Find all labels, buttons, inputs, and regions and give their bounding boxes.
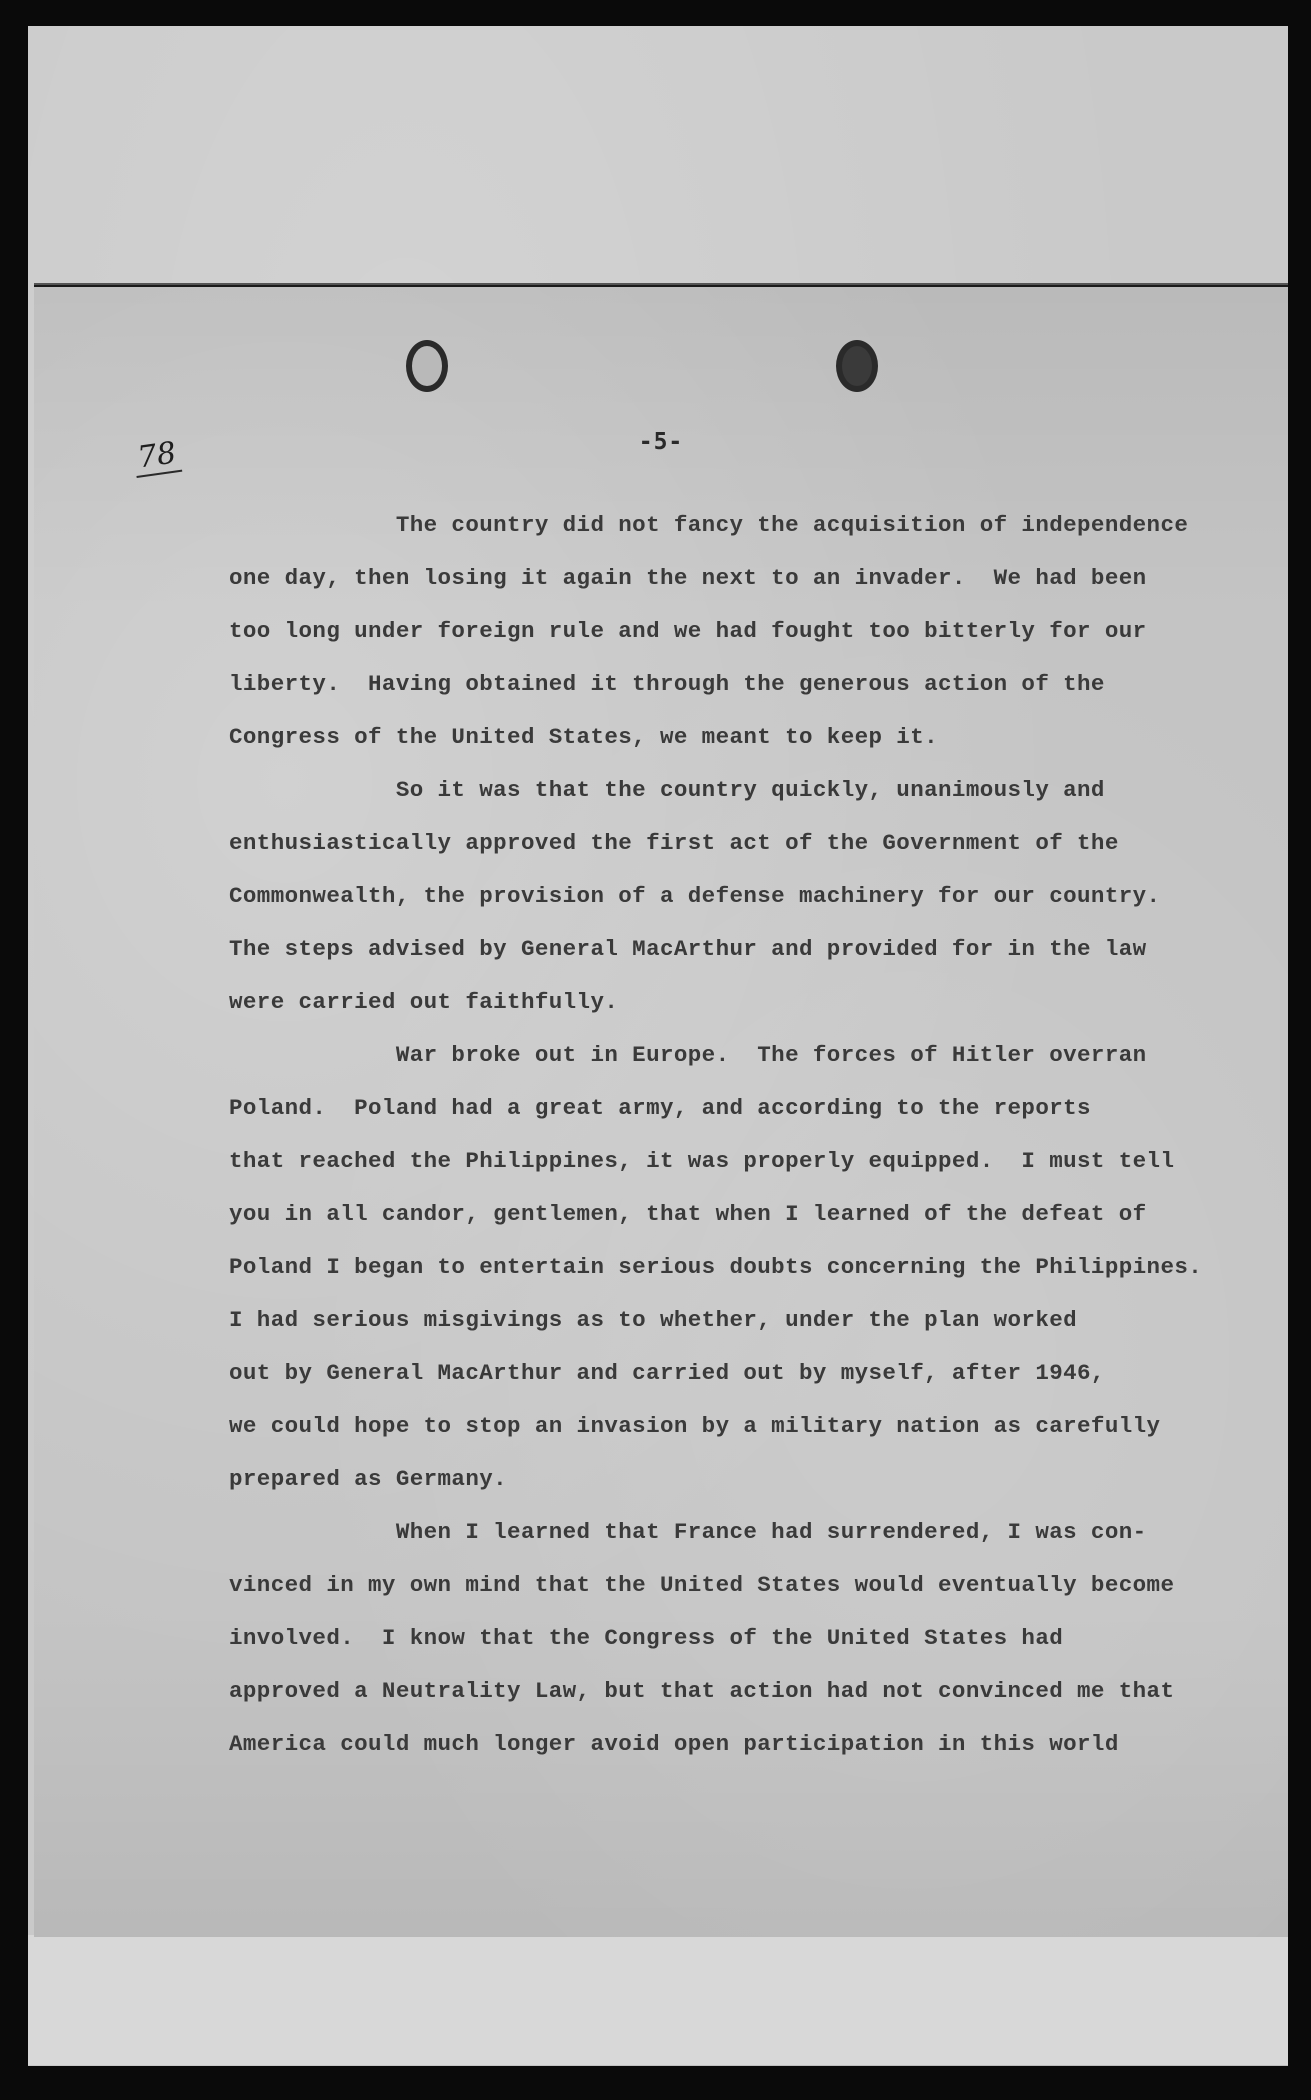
- text-line: The country did not fancy the acquisition of independence: [229, 512, 1189, 538]
- body-text: [229, 499, 1203, 1771]
- text-line: involved. I know that the Congress of the United States had: [229, 1625, 1064, 1651]
- text-line: Congress of the United States, we meant to keep it.: [229, 724, 939, 750]
- text-line: Poland. Poland had a great army, and according to the reports: [229, 1095, 1091, 1121]
- typed-page: [34, 285, 1288, 1937]
- text-line: America could much longer avoid open participation in this world: [229, 1731, 1119, 1757]
- text-line: that reached the Philippines, it was properly equipped. I must tell: [229, 1148, 1175, 1174]
- text-line: vinced in my own mind that the United States would eventually become: [229, 1572, 1175, 1598]
- text-line: we could hope to stop an invasion by a military nation as carefully: [229, 1413, 1161, 1439]
- text-line: one day, then losing it again the next to an invader. We had been: [229, 565, 1147, 591]
- text-line: When I learned that France had surrendered, I was con-: [229, 1519, 1147, 1545]
- text-line: liberty. Having obtained it through the generous action of the: [229, 671, 1105, 697]
- text-line: Poland I began to entertain serious doubts concerning the Philippines.: [229, 1254, 1203, 1280]
- text-line: War broke out in Europe. The forces of Hitler overran: [229, 1042, 1147, 1068]
- text-line: Commonwealth, the provision of a defense machinery for our country.: [229, 883, 1161, 909]
- backing-sheet-bottom: [28, 1935, 1288, 2065]
- text-line: So it was that the country quickly, unanimously and: [229, 777, 1105, 803]
- punch-hole-right: [836, 340, 878, 392]
- text-line: you in all candor, gentlemen, that when I learned of the defeat of: [229, 1201, 1147, 1227]
- text-line: enthusiastically approved the first act of the Government of the: [229, 830, 1119, 856]
- handwritten-folio-number: 78: [132, 436, 183, 478]
- text-line: I had serious misgivings as to whether, under the plan worked: [229, 1307, 1078, 1333]
- text-line: too long under foreign rule and we had fought too bitterly for our: [229, 618, 1147, 644]
- punch-hole-left: [406, 340, 448, 392]
- text-line: out by General MacArthur and carried out by myself, after 1946,: [229, 1360, 1105, 1386]
- text-line: The steps advised by General MacArthur and provided for in the law: [229, 936, 1147, 962]
- text-line: were carried out faithfully.: [229, 989, 619, 1015]
- text-line: approved a Neutrality Law, but that action had not convinced me that: [229, 1678, 1175, 1704]
- page-number: -5-: [638, 429, 684, 455]
- text-line: prepared as Germany.: [229, 1466, 508, 1492]
